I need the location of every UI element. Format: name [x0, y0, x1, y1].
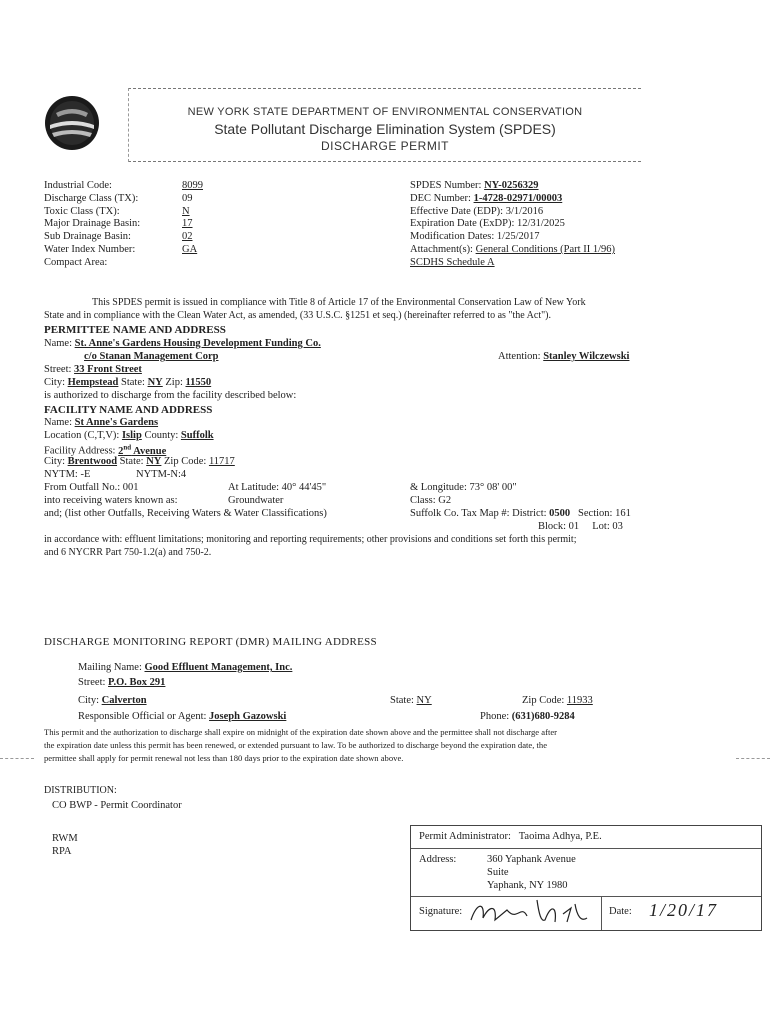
- longitude: & Longitude: 73° 08' 00": [410, 482, 517, 493]
- outfall-row: [44, 482, 139, 493]
- water-index-number: GA: [182, 243, 198, 255]
- field-label: Responsible Official or Agent:: [78, 711, 207, 722]
- info-label: Major Drainage Basin:: [44, 218, 141, 230]
- permittee-heading: PERMITTEE NAME AND ADDRESS: [44, 324, 226, 336]
- permittee-zip: 11550: [185, 377, 212, 388]
- facility-name-row: [44, 417, 158, 428]
- info-label: Water Index Number:: [44, 243, 136, 255]
- field-label: Permit Administrator:: [419, 831, 511, 842]
- info-label: Compact Area:: [44, 256, 108, 268]
- info-label: Modification Dates:: [410, 231, 495, 243]
- field-label: Location (C,T,V):: [44, 430, 120, 441]
- other-outfalls: and; (list other Outfalls, Receiving Waters & Water Classifications): [44, 508, 327, 519]
- field-label: City:: [44, 377, 66, 388]
- field-label: Street:: [44, 364, 72, 375]
- field-label: Name:: [44, 338, 72, 349]
- expiry-line-1: This permit and the authorization to discharge shall expire on midnight of the expiration date shown above and the permittee shall not discharge after: [44, 727, 558, 737]
- field-label: Name:: [44, 417, 72, 428]
- tax-district: 0500: [549, 508, 571, 519]
- attention-row: [498, 351, 629, 362]
- field-label: City:: [78, 695, 100, 706]
- field-label: Attention:: [498, 351, 541, 362]
- dmr-mailing-name: Good Effluent Management, Inc.: [144, 662, 293, 673]
- permittee-state: NY: [147, 377, 163, 388]
- field-label: From Outfall No.:: [44, 482, 121, 493]
- field-label: Block:: [538, 521, 566, 532]
- dmr-street: P.O. Box 291: [108, 677, 166, 688]
- facility-name: St Anne's Gardens: [74, 417, 159, 428]
- authorized-statement: is authorized to discharge from the facility described below:: [44, 390, 297, 401]
- scan-edge-line: [0, 758, 34, 759]
- permittee-street-row: [44, 364, 142, 375]
- dmr-official: Joseph Gazowski: [209, 711, 287, 722]
- attachment-general-conditions: General Conditions (Part II 1/96): [475, 243, 615, 255]
- admin-address-1: 360 Yaphank Avenue: [487, 854, 576, 865]
- address-number: 2: [118, 445, 124, 457]
- facility-location-row: [44, 430, 214, 441]
- field-label: Zip Code:: [164, 456, 207, 467]
- info-label: Expiration Date (ExDP):: [410, 218, 515, 230]
- accordance-line-2: and 6 NYCRR Part 750-1.2(a) and 750-2.: [44, 547, 212, 558]
- field-label: Facility Address:: [44, 445, 116, 457]
- receiving-label: into receiving waters known as:: [44, 495, 178, 506]
- agency-name: NEW YORK STATE DEPARTMENT OF ENVIRONMENTAL CONSERVATION: [187, 106, 583, 118]
- facility-state: NY: [146, 456, 162, 467]
- industrial-code: 8099: [182, 180, 203, 191]
- water-class: Class: G2: [410, 495, 452, 506]
- intro-line-2: State and in compliance with the Clean Water Act, as amended, (33 U.S.C. §1251 et seq.) (hereinafter referred to as "the Act").: [44, 310, 552, 321]
- field-label: Address:: [419, 854, 457, 865]
- document-type: DISCHARGE PERMIT: [320, 139, 449, 153]
- dmr-mailing-row: [78, 662, 292, 673]
- discharge-class: 09: [182, 192, 193, 204]
- sub-drainage-basin: 02: [182, 231, 193, 243]
- box-divider: [411, 848, 761, 849]
- modification-date: 1/25/2017: [496, 231, 540, 243]
- tax-block: 01: [568, 521, 580, 532]
- info-label: Effective Date (EDP):: [410, 205, 504, 217]
- major-drainage-basin: 17: [182, 218, 193, 230]
- permit-administrator-box: [410, 825, 762, 931]
- field-label: Suffolk Co. Tax Map #: District:: [410, 508, 547, 519]
- date-label: Date:: [609, 906, 632, 917]
- receiving-waters: Groundwater: [228, 495, 284, 506]
- facility-city-row: [44, 456, 235, 467]
- field-label: Street:: [78, 677, 106, 688]
- admin-row: [419, 831, 602, 842]
- field-label: State:: [390, 695, 414, 706]
- permit-header-box: [128, 88, 641, 162]
- outfall-number: 001: [122, 482, 139, 493]
- nytm-e: NYTM: -E: [44, 469, 91, 480]
- dmr-zip-row: [522, 695, 593, 706]
- info-label: DEC Number:: [410, 192, 471, 204]
- attention-name: Stanley Wilczewski: [543, 351, 630, 362]
- handwritten-signature: [467, 896, 597, 928]
- field-label: County:: [144, 430, 179, 441]
- facility-address: [118, 443, 167, 457]
- field-label: Phone:: [480, 711, 510, 722]
- address-street: Avenue: [131, 445, 167, 457]
- info-label: Sub Drainage Basin:: [44, 231, 131, 243]
- effective-date: 3/1/2016: [505, 205, 544, 217]
- facility-location: Islip: [121, 430, 142, 441]
- expiry-line-3: permittee shall apply for permit renewal not less than 180 days prior to the expiration date shown above.: [44, 753, 404, 763]
- permittee-name: St. Anne's Gardens Housing Development Funding Co.: [74, 338, 321, 349]
- intro-line-1: This SPDES permit is issued in compliance with Title 8 of Article 17 of the Environmental Conservation Law of New York: [92, 297, 586, 308]
- dec-seal-logo: [44, 95, 100, 151]
- info-label: Discharge Class (TX):: [44, 192, 139, 204]
- distribution-item: RPA: [52, 846, 72, 857]
- dmr-state: NY: [416, 695, 432, 706]
- dmr-city-row: [78, 695, 147, 706]
- distribution-item: RWM: [52, 833, 78, 844]
- attachment-scdhs-schedule: SCDHS Schedule A: [410, 256, 495, 268]
- distribution-item: CO BWP - Permit Coordinator: [52, 800, 182, 811]
- permittee-name-row: [44, 338, 321, 349]
- expiration-date: 12/31/2025: [517, 218, 565, 230]
- field-label: City:: [44, 456, 66, 467]
- facility-address-row: [44, 443, 166, 457]
- spdes-number: NY-0256329: [484, 180, 539, 191]
- info-label: Attachment(s):: [410, 243, 473, 255]
- info-label: Industrial Code:: [44, 180, 112, 191]
- field-label: State:: [121, 377, 145, 388]
- field-label: Section:: [578, 508, 613, 519]
- address-ordinal: nd: [123, 443, 132, 451]
- block-lot-row: [538, 521, 623, 532]
- latitude: At Latitude: 40° 44'45": [228, 482, 327, 493]
- dmr-state-row: [390, 695, 432, 706]
- info-label: SPDES Number:: [410, 180, 482, 191]
- dmr-heading: DISCHARGE MONITORING REPORT (DMR) MAILING ADDRESS: [44, 636, 377, 648]
- expiry-line-2: the expiration date unless this permit has been renewed, or extended pursuant to law. To be authorized to discharge beyond the expiration date, the: [44, 740, 548, 750]
- distribution-heading: DISTRIBUTION:: [44, 785, 117, 796]
- permittee-city: Hempstead: [67, 377, 119, 388]
- field-label: Lot:: [592, 521, 610, 532]
- facility-county: Suffolk: [180, 430, 214, 441]
- left-info-labels: [44, 180, 140, 270]
- left-info-values: [182, 180, 203, 257]
- dmr-zip: 11933: [566, 695, 593, 706]
- field-label: Zip:: [165, 377, 183, 388]
- right-info: [410, 180, 615, 270]
- dmr-phone-row: [480, 711, 575, 722]
- nytm-n: NYTM-N:4: [136, 469, 187, 480]
- signature-date: 1/20/17: [649, 900, 719, 920]
- signature-label: Signature:: [419, 906, 463, 917]
- facility-heading: FACILITY NAME AND ADDRESS: [44, 404, 213, 416]
- field-label: Mailing Name:: [78, 662, 142, 673]
- dec-number: 1-4728-02971/00003: [473, 192, 563, 204]
- dmr-city: Calverton: [101, 695, 147, 706]
- toxic-class: N: [182, 205, 190, 217]
- tax-lot: 03: [612, 521, 623, 532]
- permittee-city-row: [44, 377, 211, 388]
- field-label: State:: [119, 456, 144, 467]
- dmr-phone: (631)680-9284: [511, 711, 575, 722]
- field-label: Zip Code:: [522, 695, 565, 706]
- permittee-care-of: c/o Stanan Management Corp: [84, 351, 219, 362]
- permittee-street: 33 Front Street: [74, 364, 142, 375]
- program-title: State Pollutant Discharge Elimination System (SPDES): [214, 121, 556, 137]
- tax-map-row: [410, 508, 631, 519]
- facility-city: Brentwood: [67, 456, 118, 467]
- dmr-official-row: [78, 711, 286, 722]
- facility-zip: 11717: [208, 456, 235, 467]
- accordance-line-1: in accordance with: effluent limitations; monitoring and reporting requirements; other provisions and conditions set forth this permit;: [44, 534, 577, 545]
- admin-address-3: Yaphank, NY 1980: [487, 880, 568, 891]
- date-divider: [601, 896, 602, 930]
- info-label: Toxic Class (TX):: [44, 205, 120, 217]
- scan-edge-line: [736, 758, 770, 759]
- admin-address-2: Suite: [487, 867, 509, 878]
- tax-section: 161: [615, 508, 631, 519]
- dmr-street-row: [78, 677, 165, 688]
- permit-administrator: Taoima Adhya, P.E.: [518, 831, 602, 842]
